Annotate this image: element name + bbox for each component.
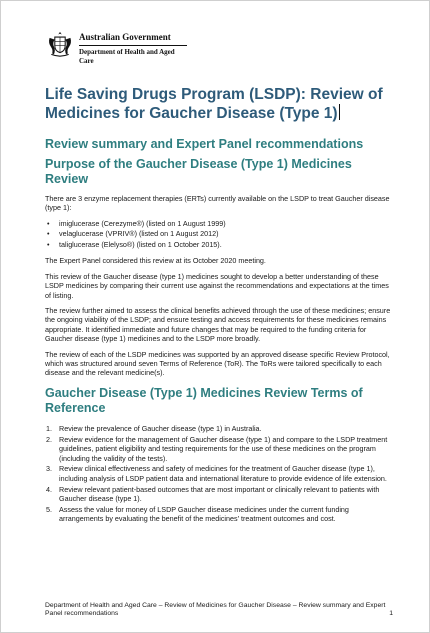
list-item-text: Assess the value for money of LSDP Gaucher disease medicines under the current funding arrangements by evaluating the benefit of the medicines' treatment outcomes and cost. (59, 505, 349, 524)
list-item: • imiglucerase (Cerezyme®) (listed on 1 August 1999) (45, 219, 391, 230)
list-item-text: Review relevant patient-based outcomes that are most important or clinically relevant to patients with Gaucher disease (type 1). (59, 484, 380, 504)
paragraph-review-aim: This review of the Gaucher disease (type 1) medicines sought to develop a better understanding of these LSDP medicines by comparing their current use against the recommendations and expectations at the times of listing. (45, 271, 389, 300)
list-item (45, 435, 391, 463)
list-item (45, 485, 391, 504)
list-item-text: Review clinical effectiveness and safety of medicines for the treatment of Gaucher disease (type 1), including analysis of LSDP patient data and international literature to provide evidence of life extension. (59, 464, 387, 483)
paragraph-review-further: The review further aimed to assess the clinical benefits achieved through the use of these medicines; ensure the ongoing viability of the LSDP; and ensure testing and access requirements for these medicines remains appropriate. It identified immediate and future changes that may be required to the funding criteria for Gaucher disease (type 1) medicines and to the LSDP more broadly. (45, 305, 391, 344)
list-item: • taliglucerase (Elelyso®) (listed on 1 October 2015). (45, 240, 391, 251)
agency-name-block (79, 27, 187, 66)
paragraph-review-protocol: The review of each of the LSDP medicines was supported by an approved disease specific Review Protocol, which was structured around seven Terms of Reference (ToR). The ToRs were tailored specifically to each disease and the relevant medicine(s). (45, 349, 390, 378)
page-number: 1 (389, 610, 393, 617)
list-item (45, 464, 391, 483)
footer-text: Department of Health and Aged Care – Review of Medicines for Gaucher Disease – Review summary and Expert Panel recommendations (45, 602, 386, 618)
list-item-text: Review the prevalence of Gaucher disease (type 1) in Australia. (59, 423, 262, 433)
coat-of-arms-logo (47, 27, 73, 61)
section-heading-purpose: Purpose of the Gaucher Disease (Type 1) Medicines Review (45, 157, 352, 186)
government-name: Australian Government (79, 32, 171, 42)
page-footer (45, 602, 393, 619)
intro-paragraph: There are 3 enzyme replacement therapies (ERTs) currently available on the LSDP to treat Gaucher disease (type 1): (45, 194, 390, 213)
terms-of-reference-list (45, 424, 391, 524)
government-header (47, 27, 187, 67)
text-cursor (339, 104, 340, 120)
list-item: • velaglucerase (VPRIV®) (listed on 1 August 2012) (45, 229, 391, 240)
list-item (45, 424, 391, 433)
list-number: 5. (46, 505, 52, 515)
section-heading-terms-of-reference: Gaucher Disease (Type 1) Medicines Review Terms of Reference (45, 385, 363, 415)
document-content (45, 85, 391, 525)
document-title-text: Life Saving Drugs Program (LSDP): Review of Medicines for Gaucher Disease (Type 1) (45, 86, 383, 122)
list-number: 3. (46, 464, 52, 474)
section-heading-summary: Review summary and Expert Panel recommendations (45, 137, 364, 151)
paragraph-meeting: The Expert Panel considered this review at its October 2020 meeting. (45, 256, 266, 266)
therapies-list (45, 219, 391, 251)
list-number: 2. (46, 434, 52, 444)
list-item-text: Review evidence for the management of Gaucher disease (type 1) and compare to the LSDP treatment guidelines, patient eligibility and testing requirements for the use of these medicines on the program (including the validity of the tests). (59, 434, 388, 463)
list-number: 1. (46, 423, 52, 433)
list-number: 4. (46, 484, 52, 494)
list-item (45, 505, 391, 524)
header-rule (79, 45, 187, 46)
document-title[interactable] (45, 85, 391, 123)
department-name: Department of Health and Aged Care (79, 48, 175, 65)
